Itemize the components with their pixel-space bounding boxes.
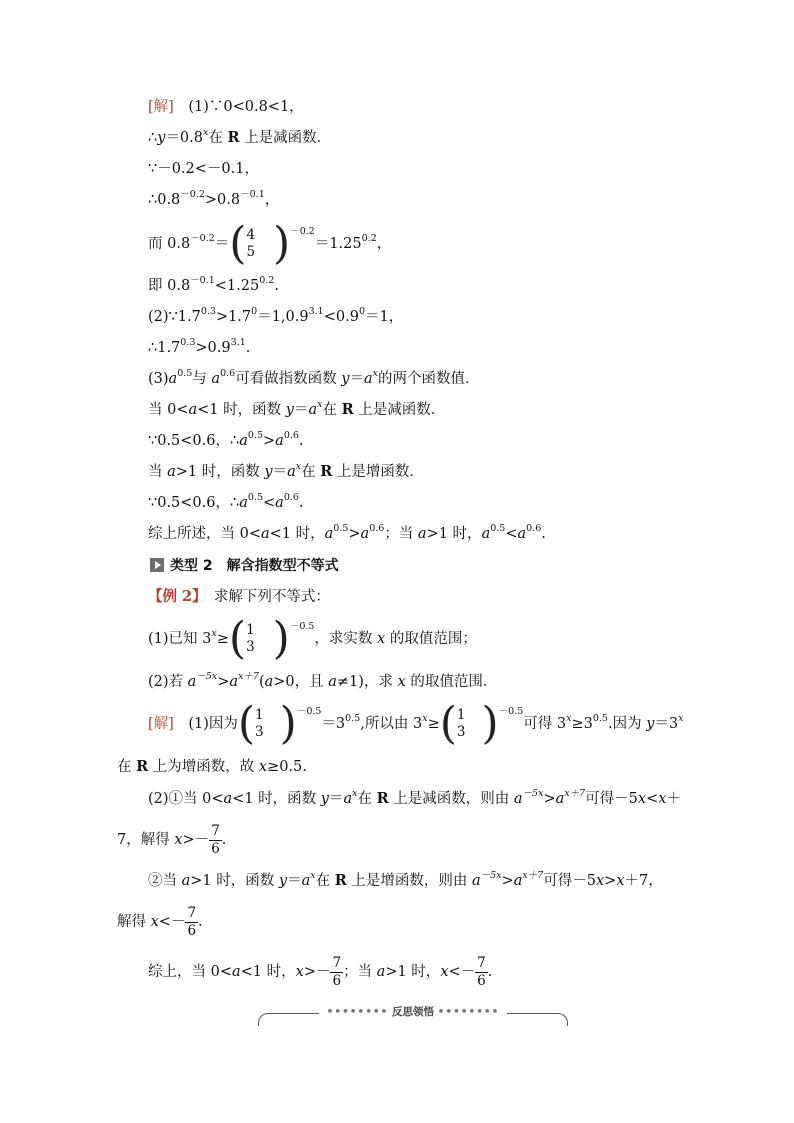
solution-2-line-6: 解得 x<－ $\frac{7}{6}$ . [117,904,203,939]
solution-line-9: $(3)a^{0.5}$与 $a^{0.6}$可看做指数函数 $y=a^x$的两个函数值． [148,368,480,387]
fraction-7-6: $\frac{7}{6}$ [187,904,197,939]
example-tag: 【例 2】 [148,588,200,605]
solution-line-11: ∵0.5<0.6，$\therefore a^{0.5}>a^{0.6}$. [148,430,304,449]
reflection-label: •••••••• 反思领悟 •••••••• [326,1006,500,1018]
banner-right-arc [507,1013,568,1026]
solution-line-6: 即 $0.8^{-0.1}<1.25^{0.2}$. [148,275,279,294]
solution-line-7: $(2)\because 1.7^{0.3}>1.7^0=1,0.9^{3.1}<0.9^0=1$， [148,306,404,325]
solution-line-2: $\therefore y=0.8^x$在 R 上是减函数． [148,127,332,146]
solution-line-5: 而 $0.8^{-0.2}=$( 4 5 )$^{-0.2}=1.25^{0.2}$， [148,218,392,269]
solution-line-4: $\therefore 0.8^{-0.2}>0.8^{-0.1}$， [148,189,280,208]
solution-2-line-2: 在 R 上为增函数，故 x≥0.5. [117,758,307,775]
fraction-7-6: $\frac{7}{6}$ [211,822,220,857]
fraction-1-3: 1 3 [456,707,466,740]
solution-tag: [解] [148,716,174,732]
example-2-line: 【例 2】 求解下列不等式： [148,588,330,605]
solution-line-3: ∵－0.2<－0.1， [148,161,259,177]
solution-2-line-1: [解] (1)因为( 1 3 )$^{-0.5}=3^{0.5}$,所以由 $3^x\ge$( 1 3 )$^{-0.5}$可得 $3^x\ge 3^{0.5}$.因为 $y=3^x$ [148,698,684,749]
solution-2-line-4: 7，解得 x>－ $\frac{7}{6}$ . [117,822,227,857]
fraction-4-5: 4 5 [246,227,256,260]
fraction-1-3: 1 3 [255,707,264,740]
example-2-part-1: (1)已知 $3^x\ge$( 1 3 )$^{-0.5}$，求实数 x 的取值范围； [148,613,477,664]
reflection-banner [258,1006,568,1022]
play-triangle-icon [150,558,164,572]
solution-line-12: 当 a>1 时，函数 $y=a^x$在 R 上是增函数． [148,461,424,480]
solution-2-line-5: ②当 a>1 时，函数 $y=a^x$在 R 上是增函数，则由 $a^{-5x}>a^{x+7}$可得－5x>x＋7， [148,870,663,889]
solution-2-conclusion: 综上，当 0<a<1 时，x>－ $\frac{7}{6}$ ；当 a>1 时，x<－ $\frac{7}{6}$ . [148,954,493,989]
solution-line-8: $\therefore 1.7^{0.3}>0.9^{3.1}$. [148,337,251,356]
solution-line-10: 当 0<a<1 时，函数 $y=a^x$在 R 上是减函数． [148,399,446,418]
solution-line-13: ∵0.5<0.6，$\therefore a^{0.5}<a^{0.6}$. [148,492,304,511]
banner-left-arc [258,1013,319,1026]
section-heading-type-2: 类型 2 解含指数型不等式 [150,556,339,576]
example-2-part-2: (2)若 $a^{-5x}>a^{x+7}(a>0$，且 a≠1)，求 x 的取值范围． [148,671,498,690]
solution-2-line-3: (2)①当 0<a<1 时，函数 $y=a^x$在 R 上是减函数，则由 $a^{-5x}>a^{x+7}$可得－5x<x＋ [148,788,681,807]
fraction-1-3: 1 3 [246,622,255,655]
solution-line-14: 综上所述，当 0<a<1 时，$a^{0.5}>a^{0.6}$；当 a>1 时，$a^{0.5}<a^{0.6}$. [148,523,546,542]
solution-line-1: [解] (1)∵0<0.8<1， [148,99,304,115]
fraction-7-6: $\frac{7}{6}$ [477,954,486,989]
solution-tag: [解] [148,99,174,115]
fraction-7-6: $\frac{7}{6}$ [332,954,342,989]
